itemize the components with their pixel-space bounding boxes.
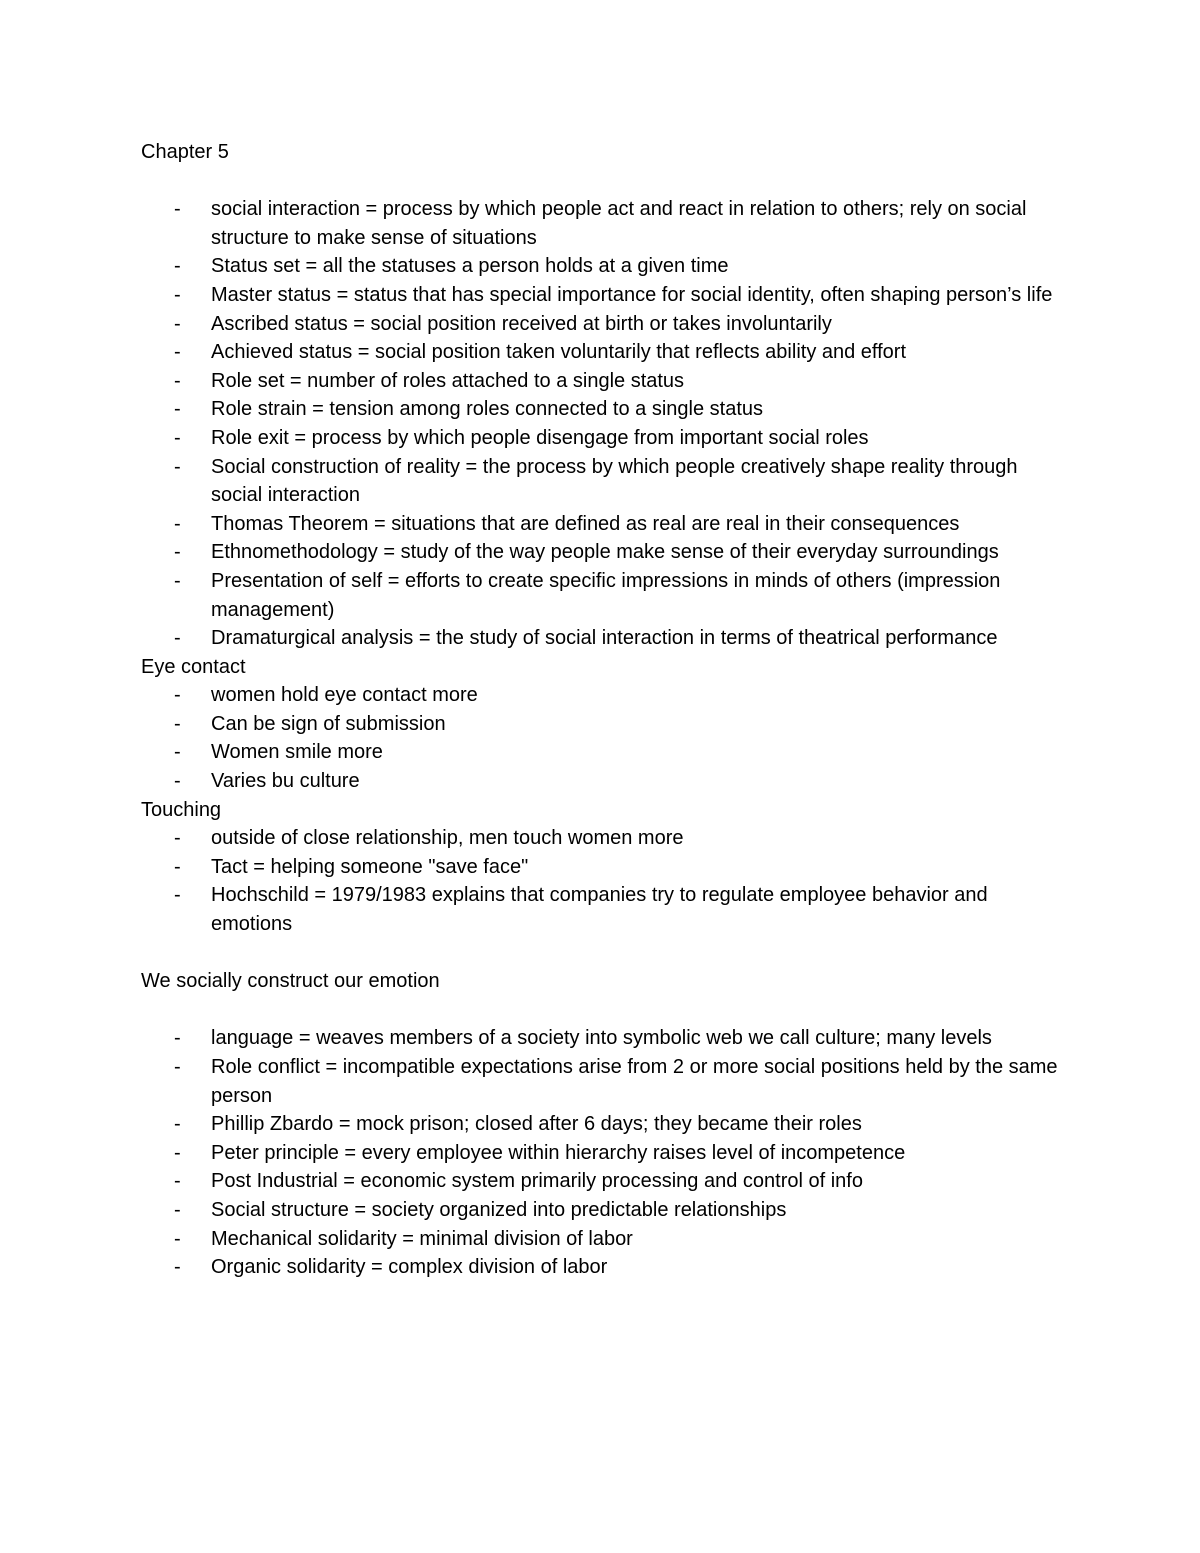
- dash-bullet-icon: -: [174, 312, 181, 335]
- list-item: [141, 624, 1066, 653]
- list-item-text: outside of close relationship, men touch women more: [211, 827, 684, 850]
- list-item-text: Organic solidarity = complex division of labor: [211, 1256, 608, 1279]
- list-item-text: language = weaves members of a society into symbolic web we call culture; many levels: [211, 1027, 992, 1050]
- list-item: [141, 681, 1066, 710]
- list-item-text: Dramaturgical analysis = the study of social interaction in terms of theatrical performance: [211, 627, 998, 650]
- list-item-text: Status set = all the statuses a person holds at a given time: [211, 255, 729, 278]
- list-item: [141, 1110, 1066, 1139]
- list-item: [141, 1024, 1066, 1053]
- list-item: [141, 252, 1066, 281]
- list-item: [141, 195, 1066, 252]
- list-item-text: women hold eye contact more: [211, 684, 478, 707]
- list-item: [141, 453, 1066, 510]
- list-item: [141, 881, 1066, 938]
- list-item-text: Post Industrial = economic system primarily processing and control of info: [211, 1170, 863, 1193]
- list-item: [141, 1167, 1066, 1196]
- list-item-text: Thomas Theorem = situations that are defined as real are real in their consequences: [211, 512, 960, 535]
- list-item: [141, 1053, 1066, 1110]
- dash-bullet-icon: -: [174, 1227, 181, 1250]
- list-item-text: Hochschild = 1979/1983 explains that companies try to regulate employee behavior and emotions: [211, 884, 988, 936]
- dash-bullet-icon: -: [174, 455, 181, 478]
- dash-bullet-icon: -: [174, 541, 181, 564]
- section-heading: Touching: [141, 798, 222, 821]
- section-heading: We socially construct our emotion: [141, 970, 440, 993]
- blank-line: [141, 939, 1066, 968]
- dash-bullet-icon: -: [174, 1113, 181, 1136]
- list-item: [141, 1225, 1066, 1254]
- list-item: [141, 338, 1066, 367]
- list-item: [141, 853, 1066, 882]
- list-item-text: Ethnomethodology = study of the way people make sense of their everyday surroundings: [211, 541, 999, 564]
- list-item-text: Varies bu culture: [211, 770, 360, 793]
- dash-bullet-icon: -: [174, 1056, 181, 1078]
- list-item: [141, 367, 1066, 396]
- blank-line: [141, 996, 1066, 1025]
- list-item: [141, 738, 1066, 767]
- dash-bullet-icon: -: [174, 827, 181, 850]
- list-item: [141, 567, 1066, 624]
- list-item-text: Role exit = process by which people disengage from important social roles: [211, 426, 869, 449]
- dash-bullet-icon: -: [174, 283, 181, 306]
- dash-bullet-icon: -: [174, 255, 181, 278]
- list-item-text: Can be sign of submission: [211, 712, 446, 735]
- list-item-text: Peter principle = every employee within hierarchy raises level of incompetence: [211, 1141, 906, 1164]
- section-heading: Chapter 5: [141, 141, 229, 163]
- dash-bullet-icon: -: [174, 855, 181, 878]
- list-item: [141, 767, 1066, 796]
- list-item-text: Presentation of self = efforts to create specific impressions in minds of others (impression management): [211, 569, 1001, 621]
- list-item-text: Role set = number of roles attached to a single status: [211, 369, 685, 392]
- dash-bullet-icon: -: [174, 341, 181, 364]
- dash-bullet-icon: -: [174, 398, 181, 421]
- dash-bullet-icon: -: [174, 1198, 181, 1221]
- bullet-list: [141, 1024, 1066, 1281]
- list-item-text: Social structure = society organized into predictable relationships: [211, 1198, 787, 1221]
- list-item-text: Role strain = tension among roles connected to a single status: [211, 398, 763, 421]
- dash-bullet-icon: -: [174, 770, 181, 793]
- dash-bullet-icon: -: [174, 1027, 181, 1050]
- bullet-list: [141, 681, 1066, 795]
- list-item-text: Social construction of reality = the process by which people creatively shape reality through social interaction: [211, 455, 1018, 507]
- section-heading: Eye contact: [141, 655, 246, 678]
- blank-line: [141, 167, 1066, 196]
- list-item-text: social interaction = process by which people act and react in relation to others; rely on social structure to make sense of situations: [211, 198, 1027, 249]
- dash-bullet-icon: -: [174, 884, 181, 907]
- list-item-text: Role conflict = incompatible expectations arise from 2 or more social positions held by the same person: [211, 1056, 1058, 1107]
- list-item-text: Achieved status = social position taken voluntarily that reflects ability and effort: [211, 341, 907, 364]
- dash-bullet-icon: -: [174, 684, 181, 707]
- list-item-text: Master status = status that has special importance for social identity, often shaping person’s life: [211, 283, 1053, 306]
- dash-bullet-icon: -: [174, 1256, 181, 1279]
- list-item: [141, 710, 1066, 739]
- dash-bullet-icon: -: [174, 198, 181, 221]
- list-item-text: Women smile more: [211, 741, 383, 764]
- dash-bullet-icon: -: [174, 369, 181, 392]
- list-item-text: Tact = helping someone "save face": [211, 855, 529, 878]
- bullet-list: [141, 195, 1066, 653]
- list-item: [141, 1139, 1066, 1168]
- dash-bullet-icon: -: [174, 1170, 181, 1193]
- dash-bullet-icon: -: [174, 741, 181, 764]
- dash-bullet-icon: -: [174, 712, 181, 735]
- list-item: [141, 824, 1066, 853]
- list-item: [141, 538, 1066, 567]
- dash-bullet-icon: -: [174, 426, 181, 449]
- list-item-text: Ascribed status = social position received at birth or takes involuntarily: [211, 312, 832, 335]
- list-item: [141, 310, 1066, 339]
- list-item: [141, 395, 1066, 424]
- list-item: [141, 281, 1066, 310]
- bullet-list: [141, 824, 1066, 938]
- list-item-text: Phillip Zbardo = mock prison; closed after 6 days; they became their roles: [211, 1113, 862, 1136]
- list-item: [141, 510, 1066, 539]
- dash-bullet-icon: -: [174, 569, 181, 592]
- list-item: [141, 1196, 1066, 1225]
- dash-bullet-icon: -: [174, 1141, 181, 1164]
- notes-content: [141, 138, 1066, 1282]
- dash-bullet-icon: -: [174, 512, 181, 535]
- list-item: [141, 424, 1066, 453]
- dash-bullet-icon: -: [174, 627, 181, 650]
- list-item: [141, 1253, 1066, 1282]
- list-item-text: Mechanical solidarity = minimal division of labor: [211, 1227, 633, 1250]
